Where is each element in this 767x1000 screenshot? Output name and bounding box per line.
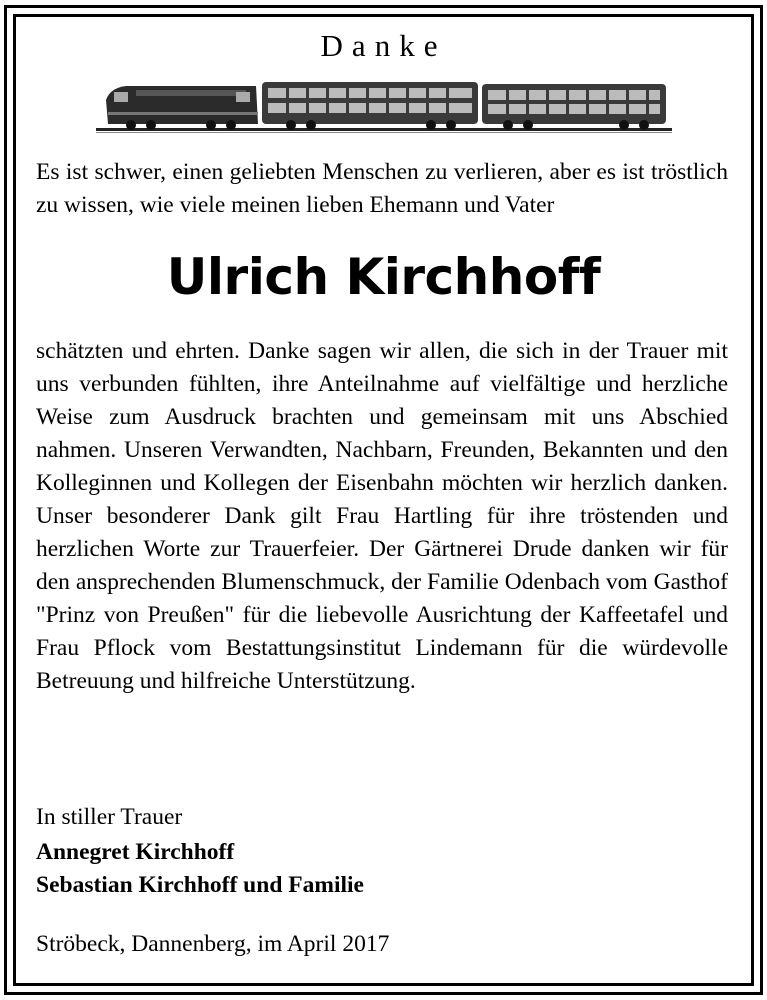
signatory-2: Sebastian Kirchhoff und Familie xyxy=(36,872,364,898)
place-date: Ströbeck, Dannenberg, im April 2017 xyxy=(36,931,390,957)
closing-line: In stiller Trauer xyxy=(36,804,183,830)
notice-heading: Danke xyxy=(320,28,447,63)
train-illustration xyxy=(96,78,672,136)
body-text: schätzten und ehrten. Danke sagen wir allen, die sich in der Trauer mit uns verbunden fühlten, ihre Anteilnahme auf vielfältige und herzliche Weise zum Ausdruck brachten und gemeinsam mit uns Abschied nahmen. Unseren Verwandten, Nachbarn, Freunden, Bekannten und den Kolleginnen und Kollegen der Eisenbahn möchten wir herzlich danken. Unser besonderer Dank gilt Frau Hartling für ihre tröstenden und herzlichen Worte zur Trauerfeier. Der Gärtnerei Drude danken wir für den ansprechenden Blumenschmuck, der Familie Odenbach vom Gasthof "Prinz von Preußen" für die liebevolle Ausrichtung der Kaffeetafel und Frau Pflock vom Bestattungsinstitut Lindemann für die würdevolle Betreuung und hilfreiche Unterstützung. xyxy=(36,338,728,694)
deceased-name: Ulrich Kirchhoff xyxy=(166,248,601,306)
intro-text: Es ist schwer, einen geliebten Menschen zu verlieren, aber es ist tröstlich zu wissen, wie viele meinen lieben Ehemann und Vater xyxy=(36,159,728,218)
signatory-1: Annegret Kirchhoff xyxy=(36,839,235,865)
